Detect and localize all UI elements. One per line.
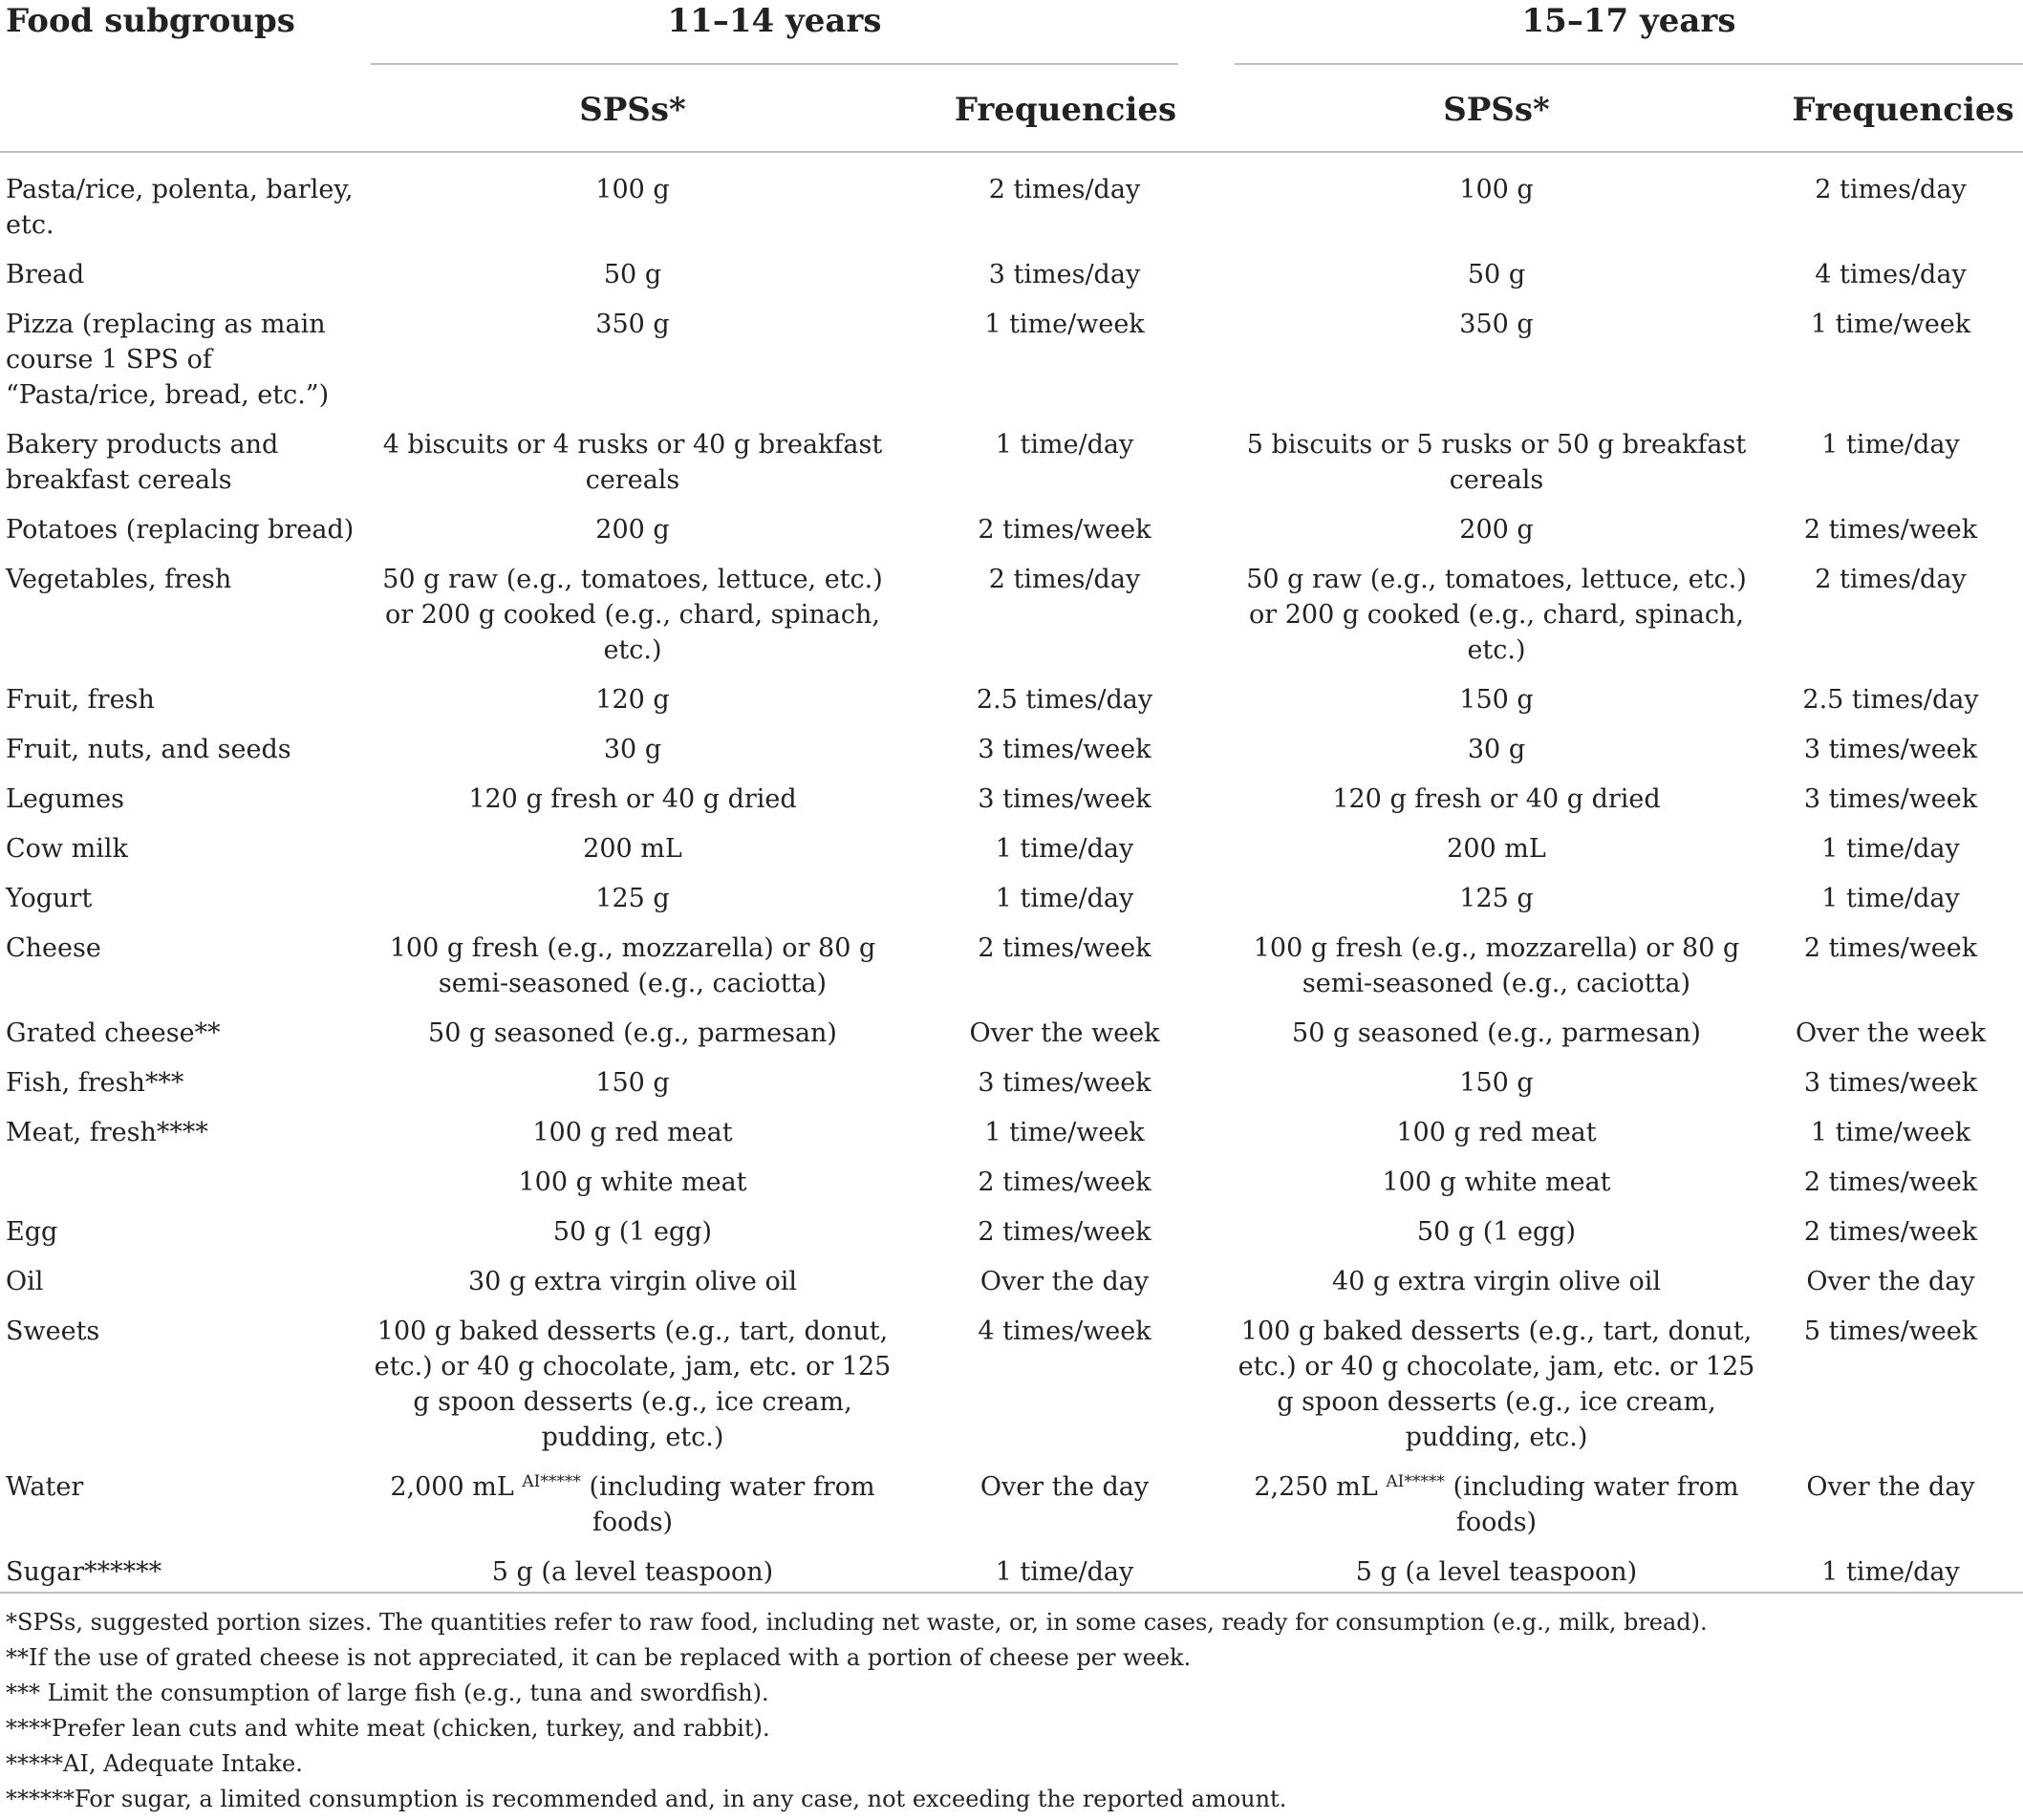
- sps-15-17-cell: 30 g: [1467, 735, 1526, 764]
- subheader-sps-11-14: SPSs*: [579, 91, 686, 129]
- sps-15-17-cell: 50 g raw (e.g., tomatoes, lettuce, etc.) or 200 g cooked (e.g., chard, spinach, etc.): [1246, 565, 1747, 665]
- sps-15-17-cell: 150 g: [1459, 1068, 1534, 1098]
- sps-11-14-cell: 100 g white meat: [518, 1167, 747, 1197]
- food-subgroup-cell: Vegetables, fresh: [6, 565, 232, 594]
- table-row: [0, 931, 2023, 1016]
- frequency-15-17-cell: 1 time/week: [1810, 310, 1971, 339]
- sps-15-17-cell: 100 g: [1459, 175, 1534, 204]
- adequate-intake-marker: AI*****: [1386, 1472, 1445, 1491]
- sps-11-14-cell: 50 g raw (e.g., tomatoes, lettuce, etc.) or 200 g cooked (e.g., chard, spinach, etc.): [382, 565, 883, 665]
- frequency-15-17-cell: 1 time/day: [1821, 834, 1960, 864]
- frequency-11-14-cell: 2.5 times/day: [976, 685, 1153, 715]
- sps-11-14-cell: 4 biscuits or 4 rusks or 40 g breakfast cereals: [382, 430, 883, 495]
- frequency-15-17-cell: 2 times/week: [1803, 933, 1978, 963]
- food-subgroup-cell: Yogurt: [6, 884, 93, 913]
- header-bottom-rule: [0, 151, 2023, 153]
- frequency-15-17-cell: 1 time/week: [1810, 1118, 1971, 1147]
- frequency-11-14-cell: 2 times/week: [978, 933, 1151, 963]
- header-span-rule-11-14: [371, 63, 1178, 65]
- footnote: ****Prefer lean cuts and white meat (chicken, turkey, and rabbit).: [6, 1715, 770, 1742]
- sps-11-14-cell: 150 g: [595, 1068, 670, 1098]
- sps-11-14-cell: 30 g: [603, 735, 662, 764]
- frequency-11-14-cell: 1 time/week: [984, 310, 1145, 339]
- table-row: [0, 512, 2023, 562]
- frequency-15-17-cell: 2 times/week: [1803, 1167, 1978, 1197]
- frequency-15-17-cell: 2 times/week: [1803, 515, 1978, 545]
- footnote: *** Limit the consumption of large fish (e.g., tuna and swordfish).: [6, 1680, 769, 1706]
- sps-15-17-cell: 200 g: [1459, 515, 1534, 545]
- frequency-11-14-cell: 2 times/day: [988, 565, 1141, 594]
- water-note: (including water from foods): [589, 1472, 875, 1537]
- frequency-15-17-cell: 3 times/week: [1803, 1068, 1978, 1098]
- frequency-11-14-cell: 1 time/week: [984, 1118, 1145, 1147]
- frequency-15-17-cell: 3 times/week: [1803, 735, 1978, 764]
- footnotes: [6, 1605, 1708, 1817]
- frequency-11-14-cell: 1 time/day: [995, 430, 1134, 460]
- sps-15-17-cell: 120 g fresh or 40 g dried: [1332, 784, 1661, 814]
- frequency-11-14-cell: 2 times/week: [978, 1217, 1151, 1247]
- sps-15-17-cell: [1235, 1469, 1758, 1554]
- sps-11-14-cell: 100 g: [595, 175, 670, 204]
- sps-15-17-cell: 50 g seasoned (e.g., parmesan): [1292, 1018, 1701, 1048]
- sps-15-17-cell: 50 g: [1467, 260, 1526, 289]
- header-age-11-14: 11–14 years: [667, 2, 882, 40]
- sps-11-14-cell: 5 g (a level teaspoon): [491, 1557, 774, 1587]
- table-row: [0, 1469, 2023, 1554]
- frequency-11-14-cell: 1 time/day: [995, 884, 1134, 913]
- sps-11-14-cell: 100 g baked desserts (e.g., tart, donut, etc.) or 40 g chocolate, jam, etc. or 125 g spoon desserts (e.g., ice cream, pudding, etc.): [374, 1317, 892, 1452]
- sps-11-14-cell: 125 g: [595, 884, 670, 913]
- frequency-11-14-cell: 2 times/week: [978, 515, 1151, 545]
- food-subgroup-cell: Bakery products and breakfast cereals: [6, 430, 279, 495]
- water-amount: 2,000 mL: [390, 1472, 514, 1502]
- table-bottom-rule: [0, 1592, 2023, 1594]
- frequency-15-17-cell: Over the day: [1806, 1267, 1975, 1296]
- sps-11-14-cell: 200 g: [595, 515, 670, 545]
- frequency-15-17-cell: Over the week: [1795, 1018, 1987, 1048]
- table-row: [0, 1554, 2023, 1604]
- frequency-15-17-cell: 2 times/day: [1815, 175, 1967, 204]
- table-row: [0, 1214, 2023, 1264]
- food-subgroup-cell: Grated cheese**: [6, 1018, 221, 1048]
- food-subgroup-cell: Legumes: [6, 784, 125, 814]
- sps-15-17-cell: 100 g fresh (e.g., mozzarella) or 80 g semi-seasoned (e.g., caciotta): [1253, 933, 1740, 998]
- sps-15-17-cell: 200 mL: [1447, 834, 1546, 864]
- frequency-11-14-cell: Over the day: [979, 1267, 1150, 1296]
- sps-11-14-cell: 50 g (1 egg): [552, 1217, 713, 1247]
- frequency-11-14-cell: Over the week: [969, 1018, 1160, 1048]
- food-subgroup-cell: Sweets: [6, 1317, 100, 1346]
- sps-15-17-cell: 40 g extra virgin olive oil: [1332, 1267, 1661, 1296]
- food-subgroup-cell: Pizza (replacing as main course 1 SPS of “Pasta/rice, bread, etc.”): [6, 310, 330, 410]
- footnote: *SPSs, suggested portion sizes. The quantities refer to raw food, including net waste, or, in some cases, ready for consumption (e.g., milk, bread).: [6, 1609, 1708, 1636]
- table-row: [0, 881, 2023, 931]
- frequency-11-14-cell: Over the day: [979, 1472, 1150, 1502]
- table-row: [0, 682, 2023, 732]
- food-subgroup-cell: Bread: [6, 260, 85, 289]
- frequency-15-17-cell: 4 times/day: [1815, 260, 1967, 289]
- subheader-frequencies-15-17: Frequencies: [1792, 91, 2014, 129]
- food-subgroup-cell: Fruit, fresh: [6, 685, 155, 715]
- frequency-15-17-cell: 2.5 times/day: [1802, 685, 1979, 715]
- footnote: ******For sugar, a limited consumption is recommended and, in any case, not exceeding the reported amount.: [6, 1786, 1287, 1812]
- sps-11-14-cell: [371, 1469, 894, 1554]
- sps-11-14-cell: 100 g red meat: [532, 1118, 733, 1147]
- frequency-11-14-cell: 3 times/week: [978, 784, 1151, 814]
- table-row: [0, 1065, 2023, 1115]
- header-span-rule-15-17: [1235, 63, 2023, 65]
- frequency-15-17-cell: 1 time/day: [1821, 1557, 1960, 1587]
- food-subgroup-cell: Oil: [6, 1267, 44, 1296]
- water-amount: 2,250 mL: [1254, 1472, 1378, 1502]
- food-subgroup-cell: Potatoes (replacing bread): [6, 515, 355, 545]
- footnote: *****AI, Adequate Intake.: [6, 1750, 303, 1777]
- table-row: [0, 562, 2023, 682]
- subheader-frequencies-11-14: Frequencies: [954, 91, 1177, 129]
- sps-11-14-cell: 50 g: [603, 260, 662, 289]
- sps-15-17-cell: 125 g: [1459, 884, 1534, 913]
- table-row: [0, 427, 2023, 512]
- sps-15-17-cell: 100 g white meat: [1382, 1167, 1611, 1197]
- food-subgroup-cell: Sugar******: [6, 1557, 162, 1587]
- food-subgroup-cell: Fish, fresh***: [6, 1068, 184, 1098]
- table-row: [0, 1016, 2023, 1065]
- table-row: [0, 831, 2023, 881]
- sps-11-14-cell: 350 g: [595, 310, 670, 339]
- sps-11-14-cell: 50 g seasoned (e.g., parmesan): [428, 1018, 837, 1048]
- sps-11-14-cell: 30 g extra virgin olive oil: [468, 1267, 797, 1296]
- table-row: [0, 1165, 2023, 1214]
- water-note: (including water from foods): [1453, 1472, 1739, 1537]
- frequency-15-17-cell: 2 times/day: [1815, 565, 1967, 594]
- frequency-11-14-cell: 2 times/day: [988, 175, 1141, 204]
- sps-15-17-cell: 100 g red meat: [1396, 1118, 1597, 1147]
- frequency-11-14-cell: 3 times/week: [978, 735, 1151, 764]
- table-row: [0, 172, 2023, 257]
- food-subgroup-cell: Water: [6, 1472, 84, 1502]
- food-subgroup-cell: [0, 1165, 371, 1214]
- header-food-subgroups: Food subgroups: [6, 2, 295, 40]
- frequency-15-17-cell: 1 time/day: [1821, 884, 1960, 913]
- frequency-11-14-cell: 3 times/week: [978, 1068, 1151, 1098]
- frequency-15-17-cell: Over the day: [1806, 1472, 1975, 1502]
- table-row: [0, 307, 2023, 427]
- food-subgroup-cell: Cow milk: [6, 834, 128, 864]
- sps-15-17-cell: 150 g: [1459, 685, 1534, 715]
- table-row: [0, 1314, 2023, 1469]
- footnote: **If the use of grated cheese is not appreciated, it can be replaced with a portion of cheese per week.: [6, 1644, 1192, 1671]
- frequency-15-17-cell: 2 times/week: [1803, 1217, 1978, 1247]
- sps-15-17-cell: 350 g: [1459, 310, 1534, 339]
- sps-11-14-cell: 100 g fresh (e.g., mozzarella) or 80 g semi-seasoned (e.g., caciotta): [389, 933, 876, 998]
- table-row: [0, 782, 2023, 831]
- sps-11-14-cell: 120 g fresh or 40 g dried: [468, 784, 797, 814]
- frequency-15-17-cell: 3 times/week: [1803, 784, 1978, 814]
- subheader-sps-15-17: SPSs*: [1443, 91, 1550, 129]
- sps-11-14-cell: 200 mL: [583, 834, 682, 864]
- frequency-15-17-cell: 5 times/week: [1803, 1317, 1978, 1346]
- table-row: [0, 257, 2023, 307]
- header-age-15-17: 15–17 years: [1521, 2, 1736, 40]
- food-subgroup-cell: Egg: [6, 1217, 58, 1247]
- sps-11-14-cell: 120 g: [595, 685, 670, 715]
- sps-15-17-cell: 5 g (a level teaspoon): [1355, 1557, 1638, 1587]
- adequate-intake-marker: AI*****: [522, 1472, 581, 1491]
- sps-15-17-cell: 5 biscuits or 5 rusks or 50 g breakfast cereals: [1246, 430, 1747, 495]
- food-subgroup-cell: Fruit, nuts, and seeds: [6, 735, 291, 764]
- frequency-11-14-cell: 3 times/day: [988, 260, 1141, 289]
- sps-15-17-cell: 50 g (1 egg): [1416, 1217, 1577, 1247]
- frequency-11-14-cell: 1 time/day: [995, 1557, 1134, 1587]
- frequency-11-14-cell: 2 times/week: [978, 1167, 1151, 1197]
- frequency-11-14-cell: 1 time/day: [995, 834, 1134, 864]
- food-subgroup-cell: Pasta/rice, polenta, barley, etc.: [6, 175, 354, 240]
- table-row: [0, 732, 2023, 782]
- frequency-15-17-cell: 1 time/day: [1821, 430, 1960, 460]
- sps-15-17-cell: 100 g baked desserts (e.g., tart, donut, etc.) or 40 g chocolate, jam, etc. or 125 g spoon desserts (e.g., ice cream, pudding, etc.): [1237, 1317, 1755, 1452]
- food-subgroup-cell: Cheese: [6, 933, 101, 963]
- food-subgroup-cell: Meat, fresh****: [6, 1118, 208, 1147]
- table-row: [0, 1115, 2023, 1165]
- frequency-11-14-cell: 4 times/week: [978, 1317, 1151, 1346]
- table-row: [0, 1264, 2023, 1314]
- table-body: [0, 172, 2023, 1604]
